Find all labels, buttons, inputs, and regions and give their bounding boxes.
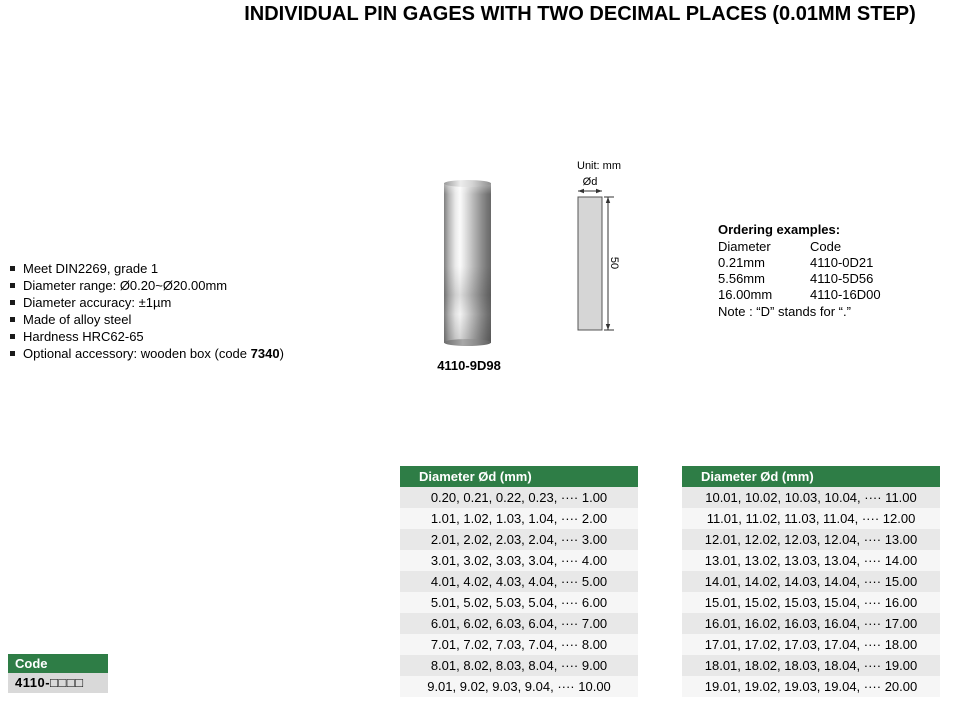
table-row: 6.01, 6.02, 6.03, 6.04, ···· 7.00 xyxy=(400,613,638,634)
table-header: Diameter Ød (mm) xyxy=(400,466,638,487)
ordering-diameter: 5.56mm xyxy=(718,271,765,286)
table-row: 12.01, 12.02, 12.03, 12.04, ···· 13.00 xyxy=(682,529,940,550)
table-row: 0.20, 0.21, 0.22, 0.23, ···· 1.00 xyxy=(400,487,638,508)
code-block-value: 4110-□□□□ xyxy=(8,673,108,693)
table-row: 8.01, 8.02, 8.03, 8.04, ···· 9.00 xyxy=(400,655,638,676)
ordering-row xyxy=(718,255,943,271)
feature-text: Made of alloy steel xyxy=(23,312,132,327)
table-row: 14.01, 14.02, 14.03, 14.04, ···· 15.00 xyxy=(682,571,940,592)
ordering-diameter: 0.21mm xyxy=(718,255,765,270)
unit-label: Unit: mm xyxy=(577,160,621,172)
bullet-icon xyxy=(10,283,15,288)
ordering-row xyxy=(718,271,943,287)
table-row: 7.01, 7.02, 7.03, 7.04, ···· 8.00 xyxy=(400,634,638,655)
ordering-col-diameter: Diameter xyxy=(718,239,771,254)
bullet-icon xyxy=(10,266,15,271)
code-block xyxy=(8,654,108,693)
feature-text: Hardness HRC62-65 xyxy=(23,329,144,344)
ordering-header-row xyxy=(718,239,943,255)
dimension-drawing xyxy=(566,174,638,344)
diameter-table-2 xyxy=(682,466,940,697)
ordering-examples xyxy=(718,222,943,320)
table-row: 3.01, 3.02, 3.03, 3.04, ···· 4.00 xyxy=(400,550,638,571)
page-title: INDIVIDUAL PIN GAGES WITH TWO DECIMAL PLACES (0.01MM STEP) xyxy=(244,3,916,25)
feature-item xyxy=(8,329,284,346)
table-row: 1.01, 1.02, 1.03, 1.04, ···· 2.00 xyxy=(400,508,638,529)
ordering-code: 4110-16D00 xyxy=(810,287,881,302)
feature-item xyxy=(8,295,284,312)
arrow-up-icon xyxy=(606,197,610,203)
arrow-down-icon xyxy=(606,324,610,330)
table-row: 10.01, 10.02, 10.03, 10.04, ···· 11.00 xyxy=(682,487,940,508)
feature-item xyxy=(8,261,284,278)
table-row: 2.01, 2.02, 2.03, 2.04, ···· 3.00 xyxy=(400,529,638,550)
height-dim-label: 50 xyxy=(608,256,620,270)
feature-text: Diameter range: Ø0.20~Ø20.00mm xyxy=(23,278,228,293)
ordering-col-code: Code xyxy=(810,239,842,254)
table-row: 18.01, 18.02, 18.03, 18.04, ···· 19.00 xyxy=(682,655,940,676)
ordering-note: Note : “D” stands for “.” xyxy=(718,304,851,319)
ordering-row xyxy=(718,287,943,303)
pin-gage-photo xyxy=(444,183,491,343)
diameter-dim-label: Ød xyxy=(582,176,598,188)
feature-list xyxy=(8,261,284,363)
diameter-table-1 xyxy=(400,466,638,697)
table-row: 15.01, 15.02, 15.03, 15.04, ···· 16.00 xyxy=(682,592,940,613)
table-row: 9.01, 9.02, 9.03, 9.04, ···· 10.00 xyxy=(400,676,638,697)
ordering-code: 4110-5D56 xyxy=(810,271,874,286)
bullet-icon xyxy=(10,317,15,322)
ordering-title: Ordering examples: xyxy=(718,222,841,237)
feature-text: Meet DIN2269, grade 1 xyxy=(23,261,159,276)
product-model-label: 4110-9D98 xyxy=(437,358,501,373)
table-row: 16.01, 16.02, 16.03, 16.04, ···· 17.00 xyxy=(682,613,940,634)
table-row: 19.01, 19.02, 19.03, 19.04, ···· 20.00 xyxy=(682,676,940,697)
arrow-right-icon xyxy=(596,189,602,193)
ordering-diameter: 16.00mm xyxy=(718,287,773,302)
table-row: 13.01, 13.02, 13.03, 13.04, ···· 14.00 xyxy=(682,550,940,571)
table-row: 17.01, 17.02, 17.03, 17.04, ···· 18.00 xyxy=(682,634,940,655)
bullet-icon xyxy=(10,334,15,339)
feature-text: Optional accessory: wooden box (code 7340) xyxy=(23,346,284,361)
feature-item xyxy=(8,278,284,295)
feature-item xyxy=(8,346,284,363)
ordering-code: 4110-0D21 xyxy=(810,255,874,270)
feature-item xyxy=(8,312,284,329)
feature-text: Diameter accuracy: ±1µm xyxy=(23,295,172,310)
table-row: 5.01, 5.02, 5.03, 5.04, ···· 6.00 xyxy=(400,592,638,613)
table-header: Diameter Ød (mm) xyxy=(682,466,940,487)
bullet-icon xyxy=(10,351,15,356)
pin-outline-rect xyxy=(578,197,602,330)
arrow-left-icon xyxy=(578,189,584,193)
code-block-header: Code xyxy=(8,654,108,673)
table-row: 4.01, 4.02, 4.03, 4.04, ···· 5.00 xyxy=(400,571,638,592)
bullet-icon xyxy=(10,300,15,305)
table-row: 11.01, 11.02, 11.03, 11.04, ···· 12.00 xyxy=(682,508,940,529)
